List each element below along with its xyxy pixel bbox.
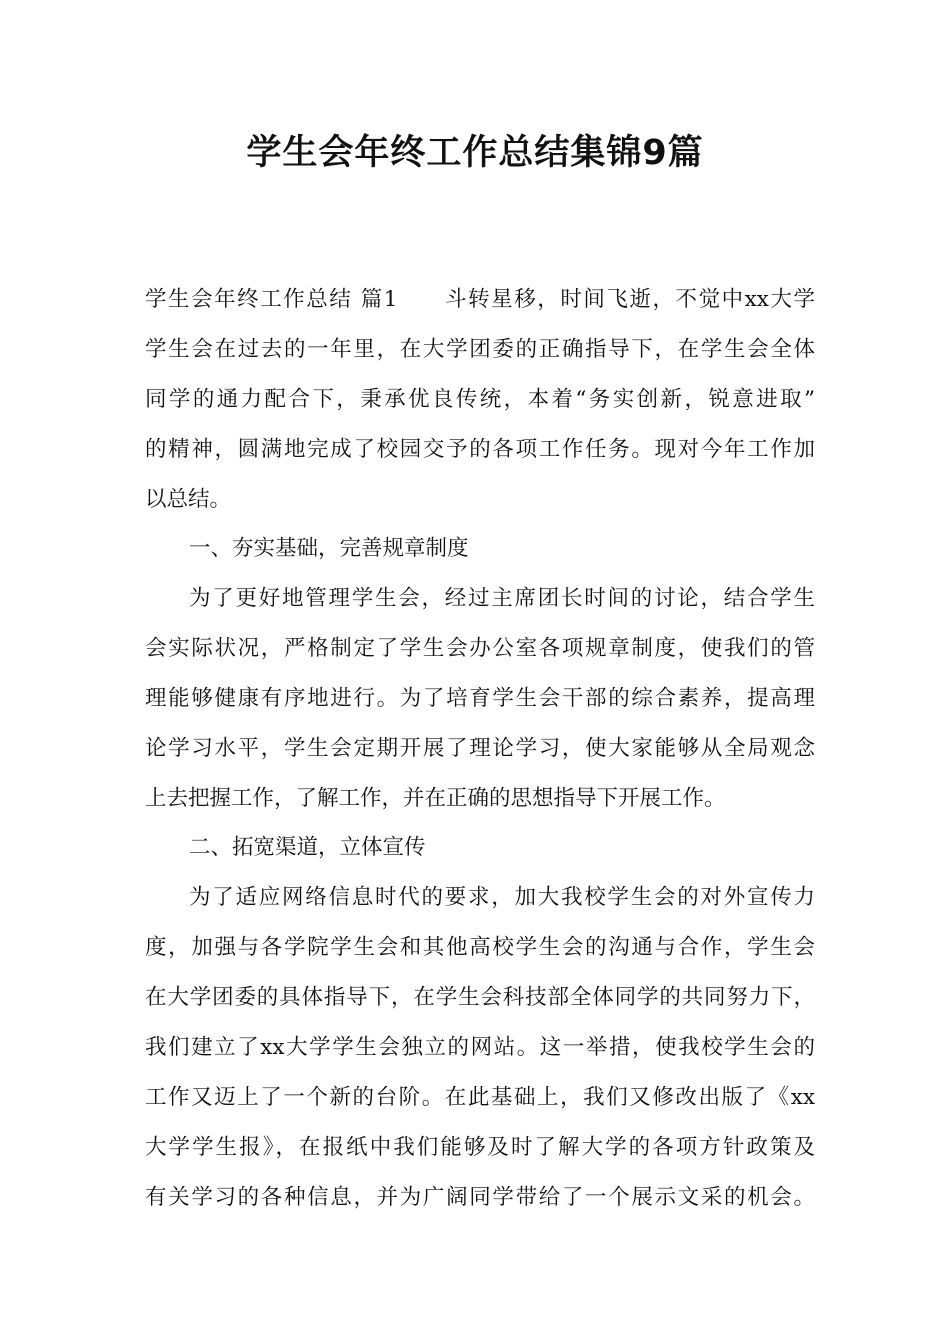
section-heading: 一、夯实基础，完善规章制度 bbox=[189, 536, 469, 561]
text-line: 大学学生报》，在报纸中我们能够及时了解大学的各项方针政策及 bbox=[145, 1135, 815, 1160]
text-line: 会实际状况，严格制定了学生会办公室各项规章制度，使我们的管 bbox=[145, 636, 815, 661]
text-line: 学生会年终工作总结 篇1 斗转星移，时间飞逝，不觉中xx大学 bbox=[145, 287, 815, 312]
document-title: 学生会年终工作总结集锦9篇 bbox=[246, 133, 704, 173]
text-line: 学生会在过去的一年里，在大学团委的正确指导下，在学生会全体 bbox=[145, 337, 815, 362]
text-line: 的精神，圆满地完成了校园交予的各项工作任务。现对今年工作加 bbox=[145, 437, 815, 462]
text-line: 在大学团委的具体指导下，在学生会科技部全体同学的共同努力下， bbox=[145, 985, 815, 1010]
text-line: 工作又迈上了一个新的台阶。在此基础上，我们又修改出版了《xx bbox=[145, 1085, 815, 1110]
text-line: 度，加强与各学院学生会和其他高校学生会的沟通与合作，学生会 bbox=[145, 935, 815, 960]
text-line: 为了更好地管理学生会，经过主席团长时间的讨论，结合学生 bbox=[189, 586, 815, 611]
text-line: 理能够健康有序地进行。为了培育学生会干部的综合素养，提高理 bbox=[145, 686, 815, 711]
text-line: 以总结。 bbox=[145, 487, 232, 512]
text-line: 论学习水平，学生会定期开展了理论学习，使大家能够从全局观念 bbox=[145, 736, 815, 761]
text-line: 我们建立了xx大学学生会独立的网站。这一举措，使我校学生会的 bbox=[145, 1035, 815, 1060]
section-heading: 二、拓宽渠道，立体宣传 bbox=[189, 835, 426, 860]
text-line: 同学的通力配合下，秉承优良传统，本着“务实创新，锐意进取” bbox=[145, 387, 815, 412]
text-line: 上去把握工作，了解工作，并在正确的思想指导下开展工作。 bbox=[145, 786, 726, 811]
text-line: 有关学习的各种信息，并为广阔同学带给了一个展示文采的机会。 bbox=[145, 1185, 815, 1210]
text-line: 为了适应网络信息时代的要求，加大我校学生会的对外宣传力 bbox=[189, 885, 815, 910]
